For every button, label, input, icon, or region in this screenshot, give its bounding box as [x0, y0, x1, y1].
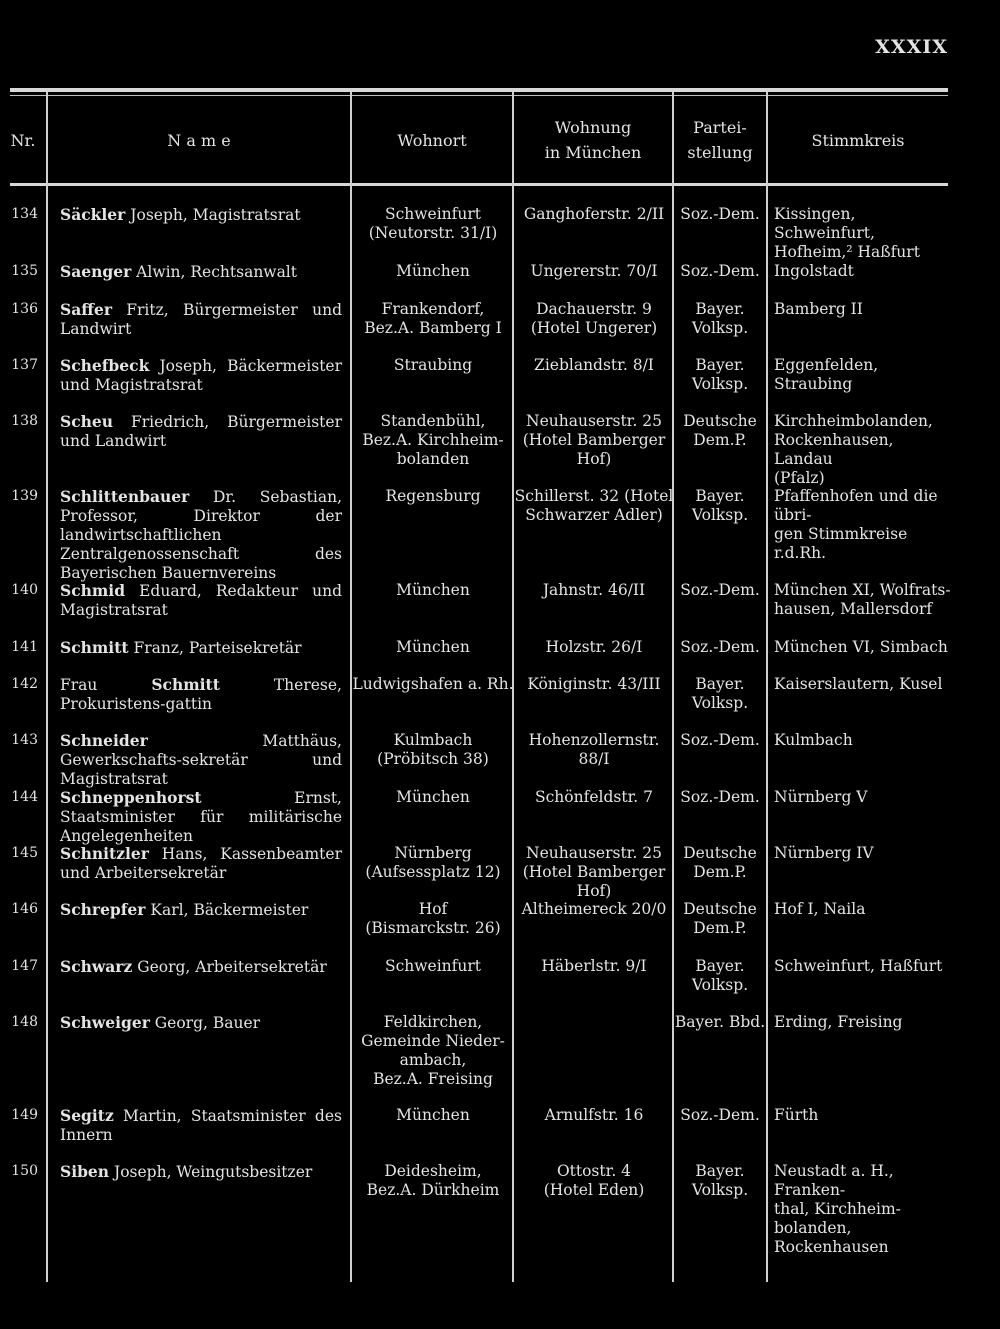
wohnort-cell: Feldkirchen, Gemeinde Nieder- ambach, Bez.A. Freising: [361, 1013, 505, 1088]
member-name: [60, 412, 342, 451]
wohnort-cell: Ludwigshafen a. Rh.: [352, 675, 514, 693]
partei-cell: Deutsche Dem.P.: [683, 412, 757, 449]
surname: Schmitt: [60, 638, 129, 657]
name-details: Eduard, Redakteur und Magistratsrat: [60, 582, 342, 619]
wohnort-cell: Standenbühl, Bez.A. Kirchheim- bolanden: [362, 412, 504, 468]
name-details: Joseph, Weingutsbesitzer: [114, 1163, 313, 1181]
wohnort-cell: Schweinfurt (Neutorstr. 31/I): [368, 205, 498, 242]
row-number: 145: [11, 845, 38, 861]
member-name: [60, 900, 342, 920]
member-name: [60, 1106, 342, 1145]
name-details: Georg, Arbeitersekretär: [137, 958, 327, 976]
row-number: 147: [11, 958, 38, 974]
row-number: 146: [11, 901, 38, 917]
row-number: 135: [11, 263, 38, 279]
stimmkreis-cell: Eggenfelden, Straubing: [774, 356, 879, 393]
wohnort-cell: Kulmbach (Pröbitsch 38): [377, 731, 489, 768]
stimmkreis-cell: München XI, Wolfrats- hausen, Mallersdorf: [774, 581, 951, 618]
member-name: [60, 581, 342, 620]
name-details: Dr. Sebastian, Professor, Direktor der landwirtschaftlichen Zentralgenossenschaft des Bayerischen Bauernvereins: [60, 488, 342, 582]
partei-cell: Bayer. Bbd.: [674, 1013, 766, 1031]
stimmkreis-cell: Bamberg II: [774, 300, 863, 318]
name-prefix: Frau: [60, 676, 98, 694]
member-name: [60, 1013, 342, 1033]
wohnung-cell: Holzstr. 26/I: [545, 638, 643, 656]
stimmkreis-cell: Ingolstadt: [774, 262, 854, 280]
stimmkreis-cell: Nürnberg IV: [774, 844, 874, 862]
header-nr: Nr.: [10, 130, 36, 150]
surname: Schmitt: [151, 675, 220, 694]
name-details: Fritz, Bürgermeister und Landwirt: [60, 301, 342, 338]
wohnort-cell: Deidesheim, Bez.A. Dürkheim: [366, 1162, 500, 1199]
wohnort-cell: München: [396, 581, 470, 599]
row-number: 138: [11, 413, 38, 429]
stimmkreis-cell: Nürnberg V: [774, 788, 868, 806]
member-name: [60, 731, 342, 789]
wohnort-cell: München: [396, 262, 470, 280]
partei-cell: Soz.-Dem.: [680, 581, 760, 599]
wohnung-cell: Jahnstr. 46/II: [542, 581, 646, 599]
row-number: 149: [11, 1107, 38, 1123]
member-name: [60, 957, 342, 977]
member-name: [60, 788, 342, 846]
wohnort-cell: Regensburg: [385, 487, 481, 505]
header-partei: Partei- stellung: [687, 118, 753, 162]
name-details: Matthäus, Gewerkschafts-sekretär und Magistratsrat: [60, 732, 342, 788]
row-number: 141: [11, 639, 38, 655]
header-name: N a m e: [167, 130, 231, 150]
stimmkreis-cell: Neustadt a. H., Franken- thal, Kirchheim- bolanden, Rockenhausen: [774, 1162, 901, 1256]
wohnung-cell: Ganghoferstr. 2/II: [523, 205, 665, 223]
surname: Scheu: [60, 412, 114, 431]
partei-cell: Bayer. Volksp.: [691, 957, 749, 994]
name-details: Ernst, Staatsminister für militärische Angelegenheiten: [60, 789, 342, 845]
column-divider: [46, 92, 48, 1282]
stimmkreis-cell: Kaiserslautern, Kusel: [774, 675, 943, 693]
partei-cell: Soz.-Dem.: [680, 1106, 760, 1124]
member-name: [60, 844, 342, 883]
name-details: Therese, Prokuristens-gattin: [60, 676, 342, 713]
row-number: 134: [11, 206, 38, 222]
wohnort-cell: München: [396, 788, 470, 806]
page-number: XXXIX: [875, 36, 948, 58]
header-stimmkreis: Stimmkreis: [811, 130, 905, 150]
partei-cell: Soz.-Dem.: [680, 205, 760, 223]
stimmkreis-cell: Hof I, Naila: [774, 900, 866, 918]
row-number: 139: [11, 488, 38, 504]
surname: Schrepfer: [60, 900, 146, 919]
partei-cell: Deutsche Dem.P.: [683, 900, 757, 937]
wohnung-cell: Altheimereck 20/0: [521, 900, 667, 918]
partei-cell: Bayer. Volksp.: [691, 356, 749, 393]
row-number: 136: [11, 301, 38, 317]
stimmkreis-cell: Kulmbach: [774, 731, 853, 749]
name-details: Hans, Kassenbeamter und Arbeitersekretär: [60, 845, 342, 882]
member-name: [60, 262, 342, 282]
surname: Saffer: [60, 300, 112, 319]
member-name: [60, 1162, 342, 1182]
wohnort-cell: München: [396, 638, 470, 656]
stimmkreis-cell: München VI, Simbach: [774, 638, 948, 656]
surname: Schefbeck: [60, 356, 150, 375]
name-details: Georg, Bauer: [154, 1014, 261, 1032]
name-details: Karl, Bäckermeister: [150, 901, 309, 919]
partei-cell: Bayer. Volksp.: [691, 675, 749, 712]
wohnung-cell: Neuhauserstr. 25 (Hotel Bamberger Hof): [522, 844, 666, 900]
row-number: 137: [11, 357, 38, 373]
wohnung-cell: Schillerst. 32 (Hotel Schwarzer Adler): [514, 487, 674, 524]
wohnung-cell: Schönfeldstr. 7: [535, 788, 653, 806]
header-wohnung: Wohnung in München: [544, 118, 642, 162]
wohnort-cell: Straubing: [393, 356, 473, 374]
wohnung-cell: Ungererstr. 70/I: [530, 262, 658, 280]
wohnung-cell: Häberlstr. 9/I: [541, 957, 647, 975]
member-name: [60, 487, 342, 583]
member-name: [60, 675, 342, 714]
table-top-rule: [10, 88, 948, 92]
wohnung-cell: Königinstr. 43/III: [527, 675, 661, 693]
surname: Schwarz: [60, 957, 133, 976]
stimmkreis-cell: Erding, Freising: [774, 1013, 903, 1031]
name-details: Alwin, Rechtsanwalt: [136, 263, 297, 281]
stimmkreis-cell: Pfaffenhofen und die übri- gen Stimmkreise r.d.Rh.: [774, 487, 938, 562]
wohnort-cell: München: [396, 1106, 470, 1124]
stimmkreis-cell: Kirchheimbolanden, Rockenhausen, Landau (Pfalz): [774, 412, 933, 487]
surname: Schneppenhorst: [60, 788, 202, 807]
surname: Schweiger: [60, 1013, 150, 1032]
member-name: [60, 356, 342, 395]
name-details: Franz, Parteisekretär: [133, 639, 302, 657]
row-number: 144: [11, 789, 38, 805]
row-number: 142: [11, 676, 38, 692]
surname: Schmid: [60, 581, 126, 600]
name-details: Friedrich, Bürgermeister und Landwirt: [60, 413, 342, 450]
wohnung-cell: Arnulfstr. 16: [544, 1106, 644, 1124]
member-name: [60, 300, 342, 339]
wohnort-cell: Frankendorf, Bez.A. Bamberg I: [364, 300, 502, 337]
partei-cell: Bayer. Volksp.: [691, 1162, 749, 1199]
name-details: Joseph, Magistratsrat: [130, 206, 301, 224]
partei-cell: Deutsche Dem.P.: [683, 844, 757, 881]
wohnung-cell: Dachauerstr. 9 (Hotel Ungerer): [530, 300, 658, 337]
wohnung-cell: Neuhauserstr. 25 (Hotel Bamberger Hof): [522, 412, 666, 468]
wohnung-cell: Ottostr. 4 (Hotel Eden): [543, 1162, 645, 1199]
surname: Säckler: [60, 205, 126, 224]
stimmkreis-cell: Fürth: [774, 1106, 819, 1124]
wohnung-cell: Hohenzollernstr. 88/I: [528, 731, 660, 768]
partei-cell: Bayer. Volksp.: [691, 487, 749, 524]
stimmkreis-cell: Kissingen, Schweinfurt, Hofheim,² Haßfurt: [774, 205, 920, 261]
column-divider: [766, 92, 768, 1282]
row-number: 140: [11, 582, 38, 598]
name-details: Martin, Staatsminister des Innern: [60, 1107, 342, 1144]
row-number: 148: [11, 1014, 38, 1030]
row-number: 143: [11, 732, 38, 748]
name-details: Joseph, Bäckermeister und Magistratsrat: [60, 357, 342, 394]
member-name: [60, 205, 342, 225]
surname: Siben: [60, 1162, 110, 1181]
surname: Schnitzler: [60, 844, 149, 863]
header-wohnort: Wohnort: [397, 130, 467, 150]
surname: Segitz: [60, 1106, 114, 1125]
member-name: [60, 638, 342, 658]
partei-cell: Soz.-Dem.: [680, 731, 760, 749]
stimmkreis-cell: Schweinfurt, Haßfurt: [774, 957, 943, 975]
wohnung-cell: Zieblandstr. 8/I: [534, 356, 654, 374]
wohnort-cell: Nürnberg (Aufsessplatz 12): [365, 844, 501, 881]
wohnort-cell: Schweinfurt: [384, 957, 482, 975]
surname: Schneider: [60, 731, 148, 750]
row-number: 150: [11, 1163, 38, 1179]
partei-cell: Soz.-Dem.: [680, 638, 760, 656]
partei-cell: Soz.-Dem.: [680, 788, 760, 806]
partei-cell: Soz.-Dem.: [680, 262, 760, 280]
surname: Saenger: [60, 262, 132, 281]
partei-cell: Bayer. Volksp.: [691, 300, 749, 337]
surname: Schlittenbauer: [60, 487, 190, 506]
wohnort-cell: Hof (Bismarckstr. 26): [365, 900, 501, 937]
